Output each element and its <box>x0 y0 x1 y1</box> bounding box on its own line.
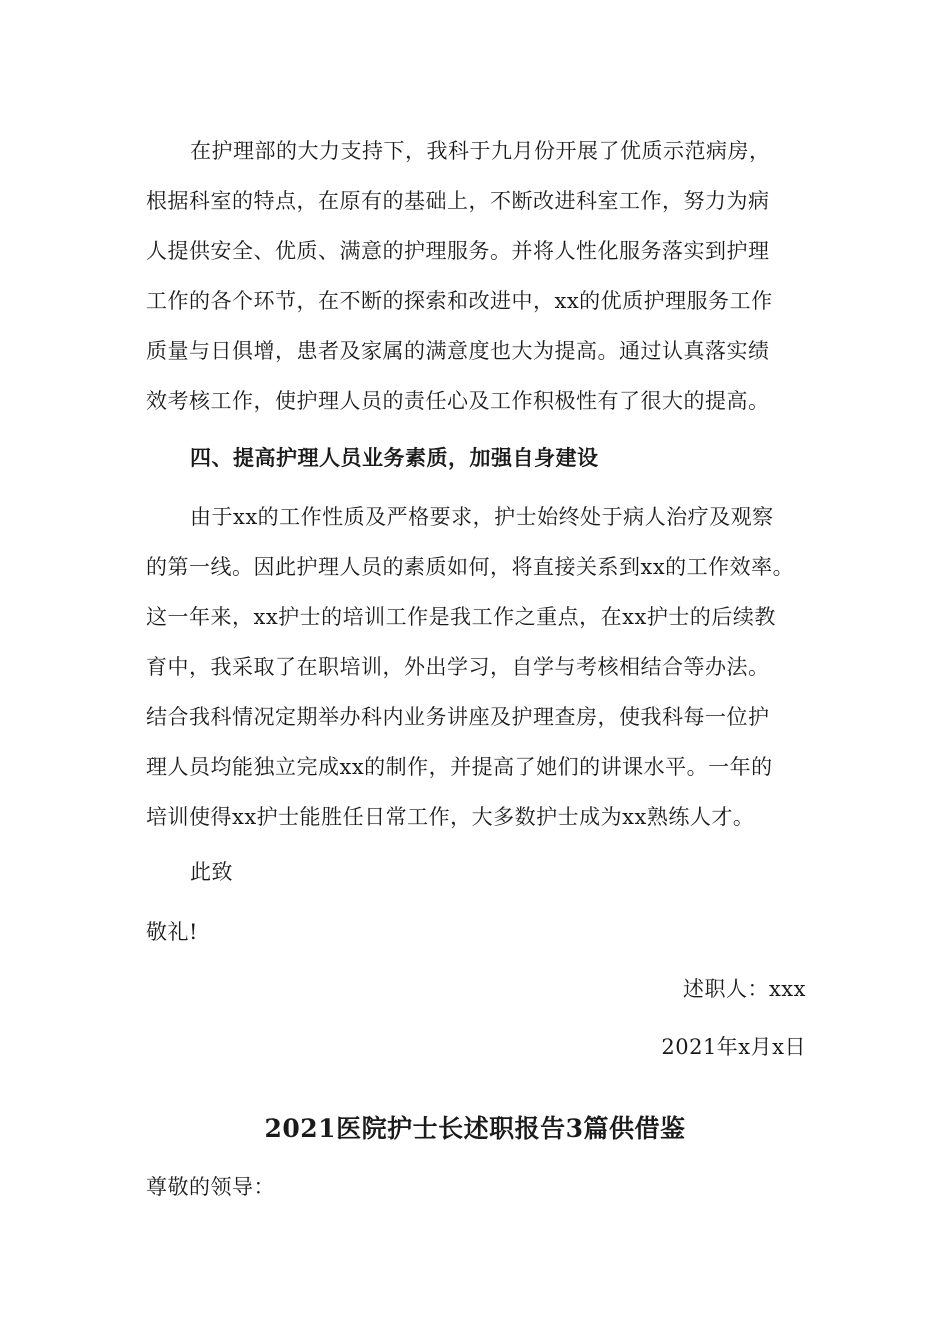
paragraph-line: 根据科室的特点，在原有的基础上，不断改进科室工作，努力为病 <box>146 189 770 213</box>
closing-salute: 敬礼! <box>146 920 198 944</box>
closing-greeting: 此致 <box>190 860 233 884</box>
paragraph-line: 效考核工作，使护理人员的责任心及工作积极性有了很大的提高。 <box>146 389 770 413</box>
paragraph-line: 理人员均能独立完成xx的制作，并提高了她们的讲课水平。一年的 <box>146 755 773 779</box>
paragraph-line: 结合我科情况定期举办科内业务讲座及护理查房，使我科每一位护 <box>146 705 770 729</box>
signer-line: 述职人：xxx <box>682 977 806 1001</box>
paragraph-line: 这一年来，xx护士的培训工作是我工作之重点，在xx护士的后续教 <box>146 605 776 629</box>
paragraph-line: 工作的各个环节，在不断的探索和改进中，xx的优质护理服务工作 <box>146 289 773 313</box>
document-title: 2021医院护士长述职报告3篇供借鉴 <box>264 1114 686 1143</box>
date-line: 2021年x月x日 <box>661 1035 806 1059</box>
paragraph-line: 在护理部的大力支持下，我科于九月份开展了优质示范病房， <box>190 139 771 163</box>
section-heading: 四、提高护理人员业务素质，加强自身建设 <box>190 445 599 470</box>
salutation: 尊敬的领导： <box>146 1175 275 1199</box>
paragraph-line: 的第一线。因此护理人员的素质如何，将直接关系到xx的工作效率。 <box>146 555 795 579</box>
paragraph-line: 由于xx的工作性质及严格要求，护士始终处于病人治疗及观察 <box>190 505 774 529</box>
paragraph-line: 质量与日俱增，患者及家属的满意度也大为提高。通过认真落实绩 <box>146 339 770 363</box>
paragraph-line: 育中，我采取了在职培训，外出学习，自学与考核相结合等办法。 <box>146 655 770 679</box>
paragraph-line: 培训使得xx护士能胜任日常工作，大多数护士成为xx熟练人才。 <box>146 805 755 829</box>
paragraph-line: 人提供安全、优质、满意的护理服务。并将人性化服务落实到护理 <box>146 239 770 263</box>
